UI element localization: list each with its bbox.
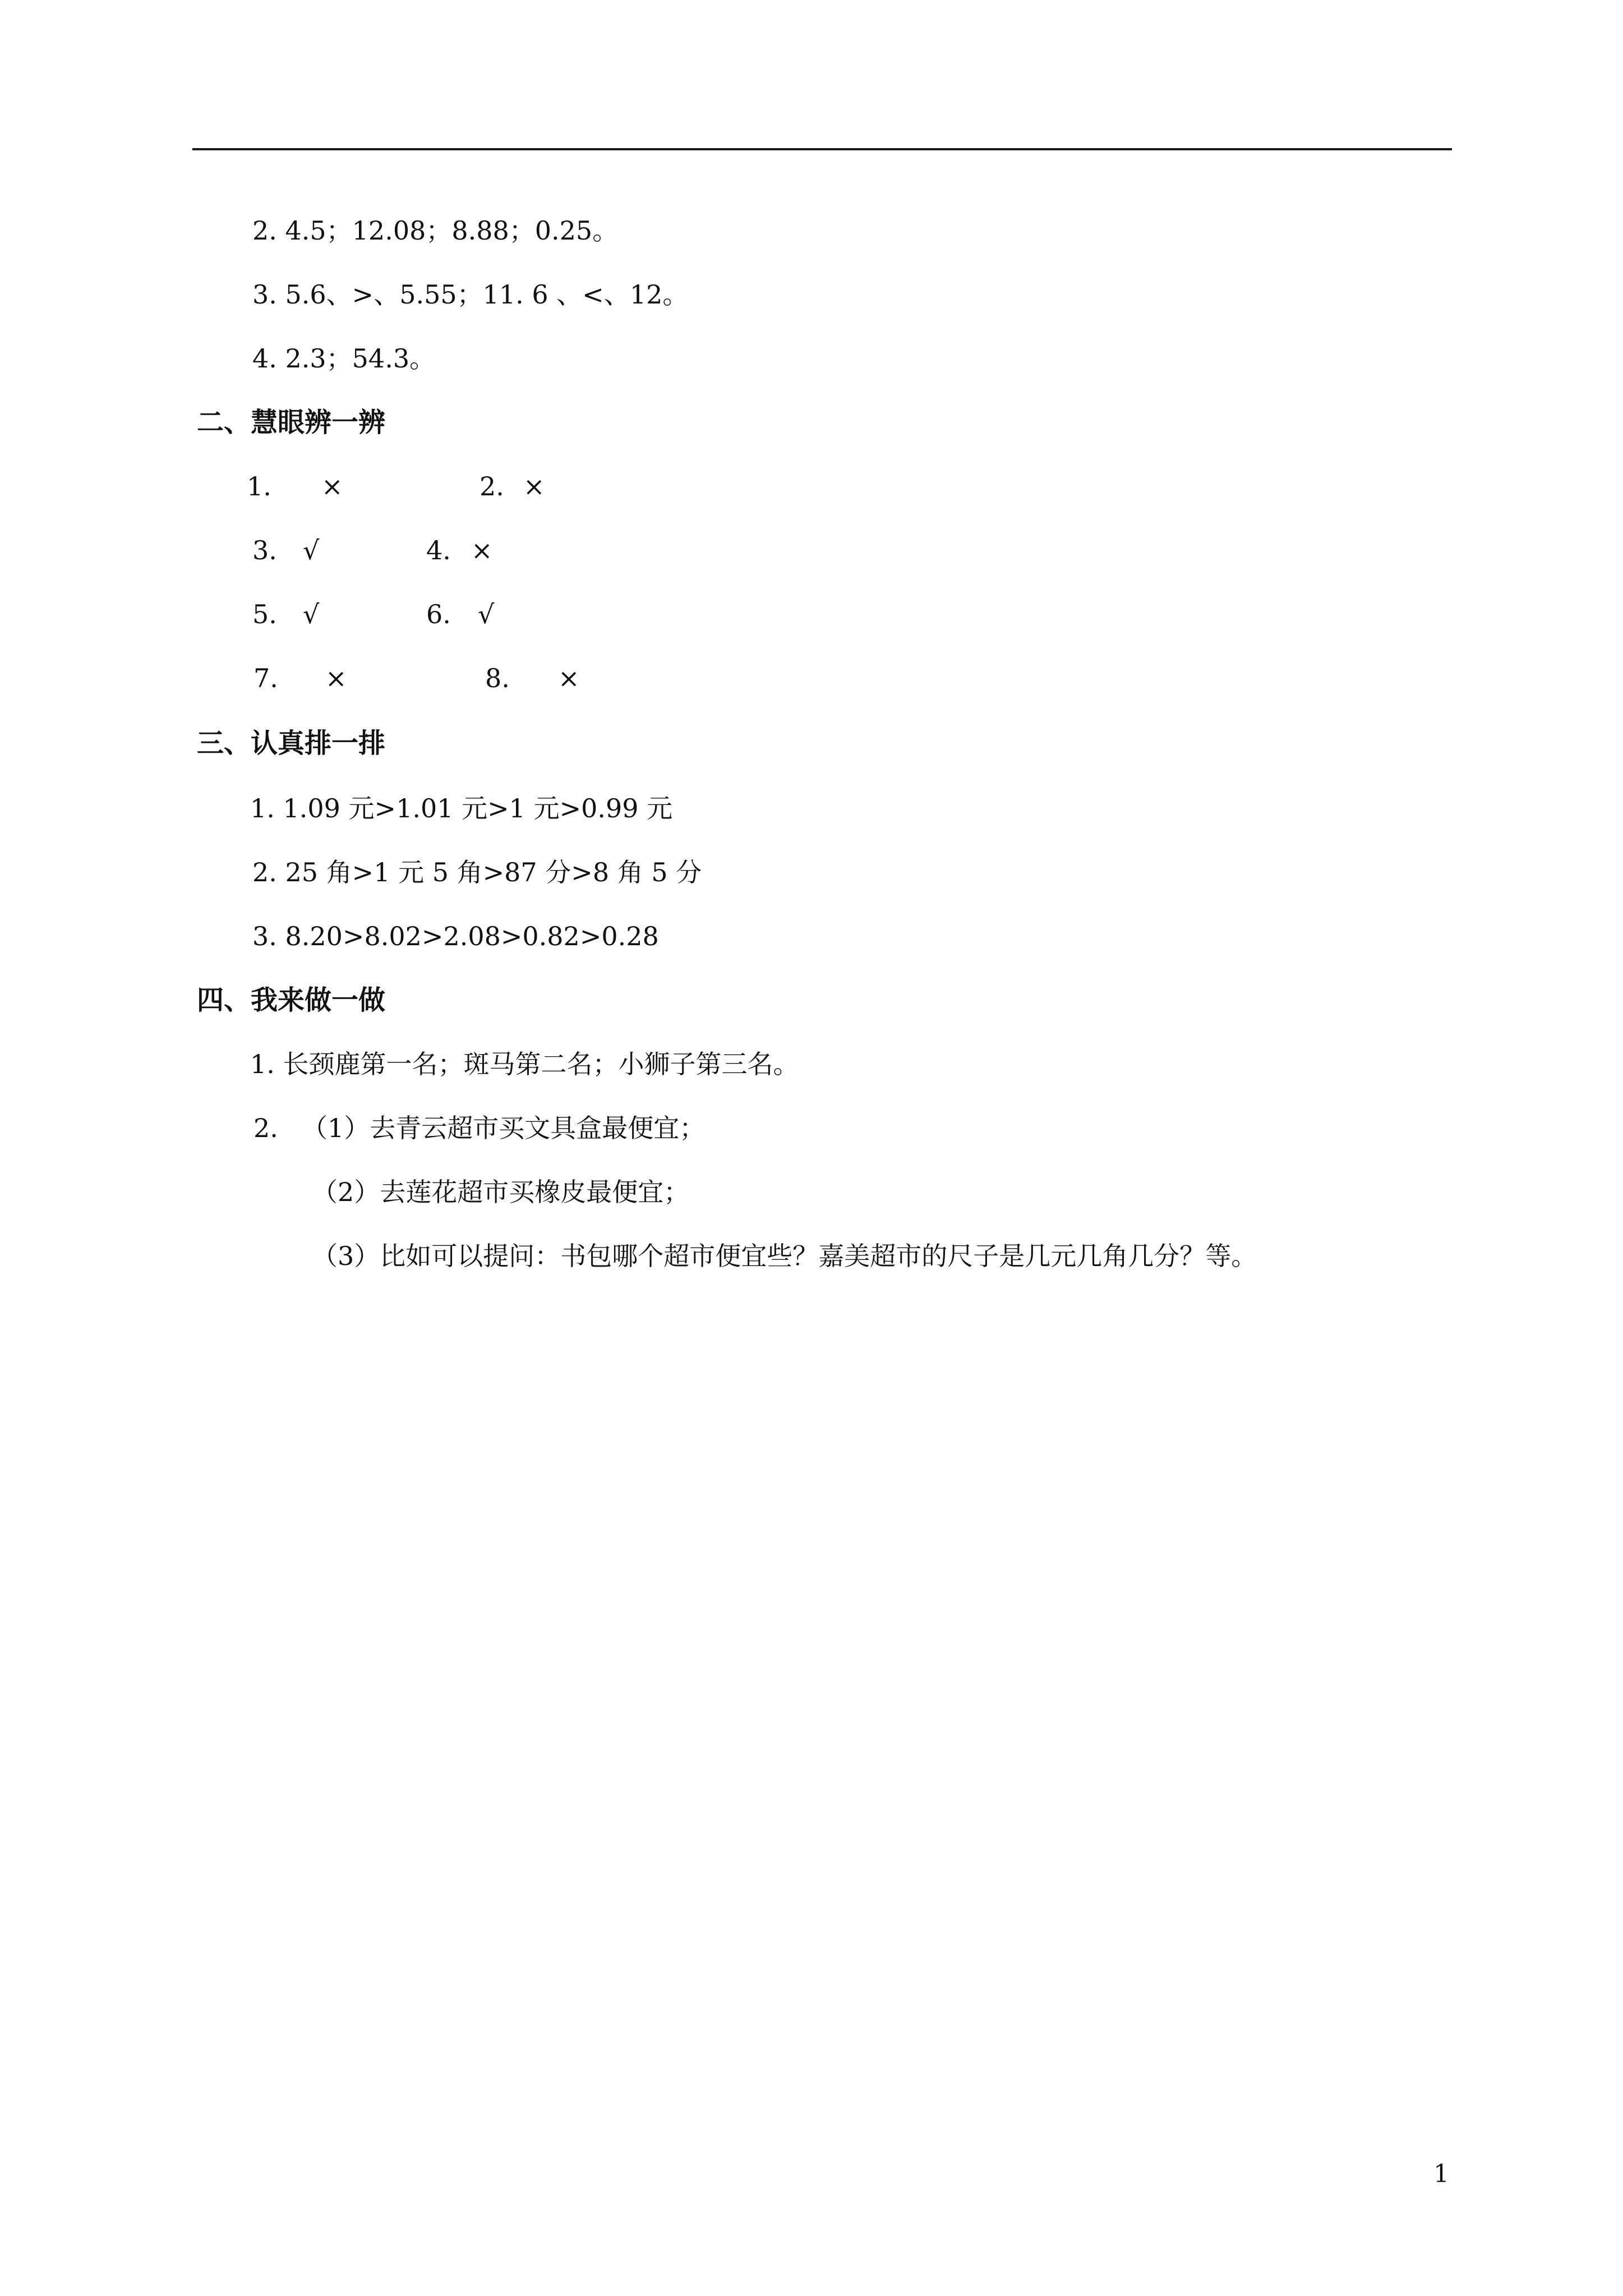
judgment-number: 4. [426, 535, 451, 565]
judgment-number: 7. [253, 663, 278, 693]
activity-subanswer: （2）去莲花超市买橡皮最便宜； [312, 1177, 690, 1207]
ordering-answer: 3. 8.20>8.02>2.08>0.82>0.28 [252, 921, 659, 951]
check-mark: √ [303, 535, 320, 565]
activity-answer: 1. 长颈鹿第一名；斑马第二名；小狮子第三名。 [250, 1049, 799, 1079]
answer-line: 2. 4.5；12.08；8.88；0.25。 [252, 215, 619, 246]
activity-subanswer: （1）去青云超市买文具盒最便宜； [302, 1113, 706, 1143]
answer-line: 4. 2.3；54.3。 [252, 343, 436, 374]
page-number: 1 [1433, 2160, 1449, 2188]
header-rule [192, 148, 1452, 150]
judgment-number: 5. [252, 599, 277, 629]
section-heading: 二、慧眼辨一辨 [197, 407, 386, 438]
cross-mark: × [471, 535, 493, 565]
cross-mark: × [558, 663, 580, 693]
check-mark: √ [303, 599, 320, 629]
check-mark: √ [478, 599, 495, 629]
cross-mark: × [523, 471, 545, 501]
section-heading: 四、我来做一做 [197, 984, 386, 1016]
judgment-number: 2. [479, 471, 504, 501]
cross-mark: × [321, 471, 343, 501]
activity-number: 2. [253, 1113, 278, 1143]
judgment-number: 8. [485, 663, 510, 693]
judgment-number: 6. [426, 599, 451, 629]
ordering-answer: 2. 25 角>1 元 5 角>87 分>8 角 5 分 [252, 857, 702, 887]
ordering-answer: 1. 1.09 元>1.01 元>1 元>0.99 元 [250, 793, 673, 823]
activity-subanswer: （3）比如可以提问：书包哪个超市便宜些？嘉美超市的尺子是几元几角几分？等。 [312, 1241, 1257, 1271]
section-heading: 三、认真排一排 [197, 728, 386, 759]
cross-mark: × [325, 663, 347, 693]
judgment-number: 3. [252, 535, 277, 565]
answer-line: 3. 5.6、>、5.55；11. 6 、<、12。 [252, 279, 689, 310]
judgment-number: 1. [247, 471, 271, 501]
